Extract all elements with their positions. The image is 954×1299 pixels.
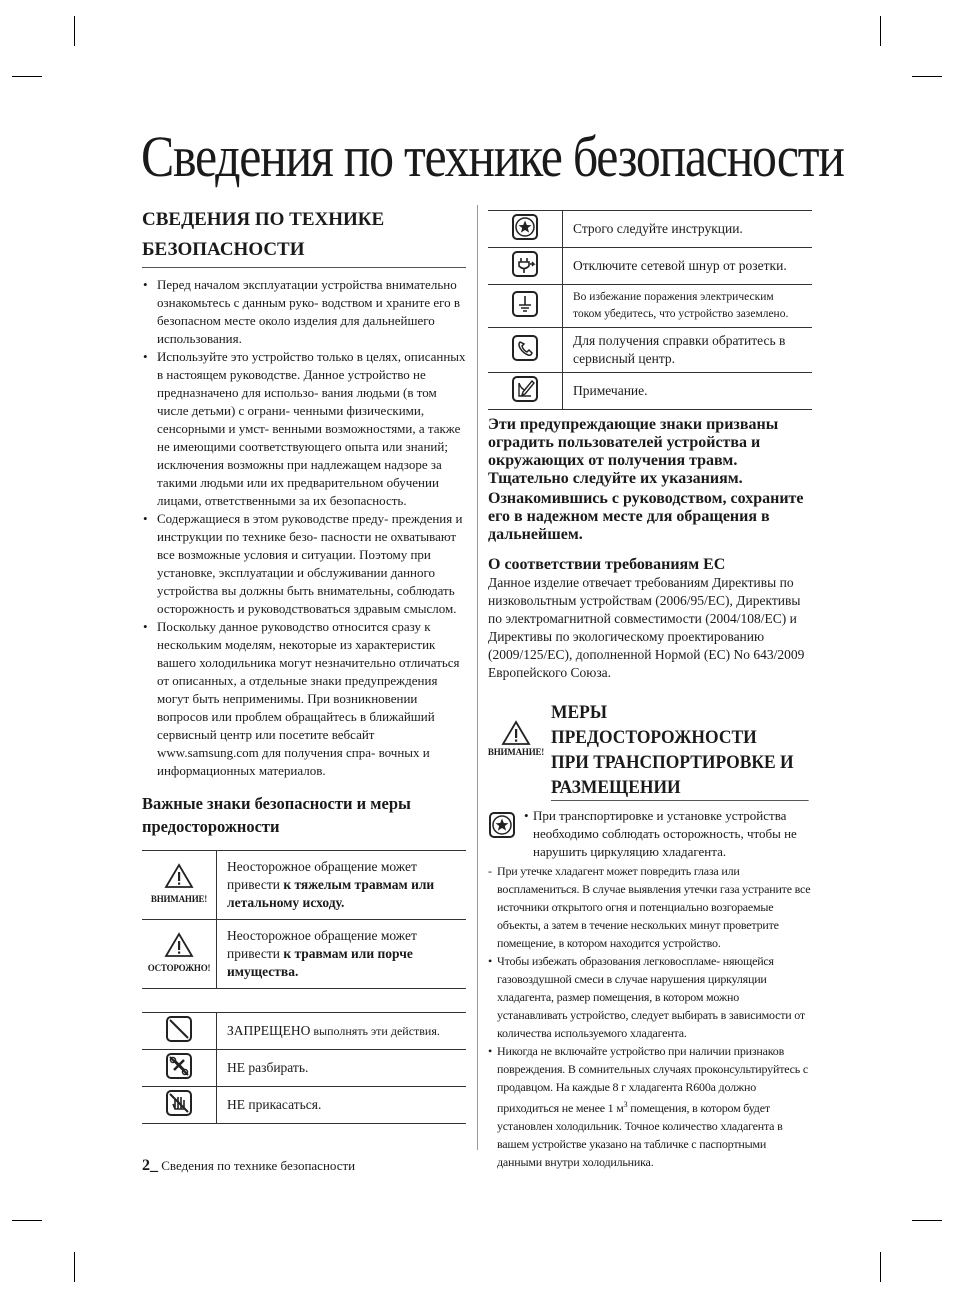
icon-cell: [142, 920, 217, 989]
left-column: [142, 205, 466, 1124]
no-disassemble-text: НЕ разбирать.: [217, 1050, 467, 1087]
no-touch-text: НЕ прикасаться.: [217, 1087, 467, 1124]
page-title: Сведения по технике безопасности: [141, 124, 844, 189]
table-row: [142, 1013, 466, 1050]
list-item: • Чтобы избежать образования легковоспламе- няющейся газовоздушной смеси в случае нарушения циркуляции хладагента, размер помещения, в котором можно устанавливать устройство, следует выбирать в зависимости от количества используемого хладагента.: [488, 952, 812, 1042]
star-icon: [511, 213, 539, 241]
table-row: [488, 328, 812, 373]
section-heading-line: БЕЗОПАСНОСТИ: [142, 239, 305, 260]
icon-cell: [142, 1087, 217, 1124]
crop-mark: [880, 1252, 881, 1282]
table-row: [488, 211, 812, 248]
icon-cell: [142, 1050, 217, 1087]
sign-text: Отключите сетевой шнур от розетки.: [563, 248, 813, 285]
page-number: 2_: [142, 1157, 158, 1174]
warning-triangle-icon: [501, 720, 531, 746]
refrigerant-list: [488, 862, 812, 1171]
crop-mark: [12, 1220, 42, 1221]
no-touch-icon: [165, 1089, 193, 1117]
section-heading: [142, 205, 466, 268]
warning-text-bold: к тяжелым травмам или летальному исходу.: [227, 877, 435, 910]
list-item: - При утечке хладагент может повредить глаза или воспламениться. В случае выявления утечки газа устраните все источники открытого огня и потенциально возгораемые объекты, а затем в течение нескольких минут проветрите помещение, в котором находится устройство.: [488, 862, 812, 952]
star-bullet-list: [488, 807, 812, 861]
prohibited-text-small: выполнять эти действия.: [310, 1024, 440, 1038]
list-item: • Поскольку данное руководство относится сразу к нескольким моделям, некоторые из характеристик вашего холодильника могут незначительно отличаться от описанных, а отдельные знаки предупреждения могут быть неприменимы. При возникновении вопросов или проблем обращайтесь в ближайший сервисный центр или посетите вебсайт www.samsung.com для получения спра- вочных и информационных материалов.: [142, 618, 466, 780]
crop-mark: [74, 16, 75, 46]
list-item: • Перед началом эксплуатации устройства внимательно ознакомьтесь с данным руко- водством и храните его в безопасном месте около изделия для дальнейшего использования.: [142, 276, 466, 348]
prohibited-text-main: ЗАПРЕЩЕНО: [227, 1023, 311, 1038]
subheading-line: предосторожности: [142, 817, 280, 836]
list-item-text: Никогда не включайте устройство при наличии признаков повреждения. В сомнительных случаях проконсультируйтесь с продавцом. На каждые 8 г хладагента R600a должно приходиться не менее 1 м: [497, 1044, 808, 1115]
signs-subheading: [142, 792, 466, 838]
icon-cell: [142, 851, 217, 920]
action-signs-table: [488, 210, 812, 410]
ground-icon: [511, 290, 539, 318]
keep-manual-note: Ознакомившись с руководством, сохраните его в надежном месте для обращения в дальнейшем.: [488, 490, 804, 543]
no-disassemble-icon: [165, 1052, 193, 1080]
transport-heading: [551, 700, 809, 801]
table-row: [142, 920, 466, 989]
list-item: • Используйте это устройство только в целях, описанных в настоящем руководстве. Данное устройство не предназначено для использо- вания людьми (в том числе детьми) с ограни- ченными физическими, сенсорными и умст- венными возможностями, а также не имеющими соответствующего опыта или знаний; исключения возможны при надлежащем надзоре за такими людьми или их предварительном обучении лицами, ответственными за их безопасность.: [142, 348, 466, 510]
safety-bullet-list: [142, 276, 466, 780]
crop-mark: [12, 76, 42, 77]
subheading-line: Важные знаки безопасности и меры: [142, 794, 411, 813]
icon-cell: [142, 1013, 217, 1050]
icon-cell: [488, 328, 563, 373]
table-row: [142, 1050, 466, 1087]
table-row: [488, 285, 812, 328]
crop-mark: [912, 1220, 942, 1221]
prohibited-icon: [165, 1015, 193, 1043]
crop-mark: [880, 16, 881, 46]
section-heading-line: СВЕДЕНИЯ ПО ТЕХНИКЕ: [142, 209, 385, 230]
table-row: [488, 373, 812, 410]
star-icon: [488, 811, 516, 839]
column-divider: [477, 205, 478, 1150]
crop-mark: [912, 76, 942, 77]
sign-text: Строго следуйте инструкции.: [563, 211, 813, 248]
page-footer: [142, 1157, 355, 1175]
table-row: [488, 248, 812, 285]
icon-cell: [488, 211, 563, 248]
list-item: • При транспортировке и установке устройства необходимо соблюдать осторожность, чтобы не нарушить циркуляцию хладагента.: [524, 807, 812, 861]
caution-text-plain: Неосторожное обращение может привести: [227, 928, 417, 961]
warning-triangle-icon: [164, 863, 194, 889]
superscript: 3: [623, 1100, 628, 1109]
icon-cell: [488, 248, 563, 285]
list-item: [488, 1042, 812, 1171]
warning-label: ВНИМАНИЕ!: [150, 893, 208, 904]
eu-compliance-text: Данное изделие отвечает требованиям Директивы по низковольтным устройствам (2006/95/EC), Директивы по электромагнитной совместимости (2004/108/EC) и Директивы по экологическому проектированию (2009/125/EC), дополненной Нормой (EC) No 643/2009 Европейского Союза.: [488, 575, 805, 680]
table-row: [142, 851, 466, 920]
prohibition-signs-table: [142, 1012, 466, 1124]
crop-mark: [74, 1252, 75, 1282]
eu-compliance-title: О соответствии требованиям ЕС: [488, 556, 726, 573]
note-icon: [511, 375, 539, 403]
phone-icon: [511, 334, 539, 362]
warning-text: [217, 851, 467, 920]
list-item: • Содержащиеся в этом руководстве преду- преждения и инструкции по технике безо- пасности не охватывают все возможные условия и ситуации. Поэтому при установке, эксплуатации и обслуживании данного устройства вы должны быть внимательны, соблюдать осторожность и руководствоваться здравым смыслом.: [142, 510, 466, 618]
sign-text: Во избежание поражения электрическим током убедитесь, что устройство заземлено.: [563, 285, 813, 328]
caution-text: [217, 920, 467, 989]
prohibited-text: [217, 1013, 467, 1050]
caution-label: ОСТОРОЖНО!: [147, 962, 211, 973]
star-instruction: [488, 807, 812, 861]
transport-heading-line: ПРИ ТРАНСПОРТИРОВКЕ И: [551, 752, 794, 773]
warning-label: ВНИМАНИЕ!: [487, 747, 545, 757]
caution-text-bold: к травмам или порче имущества.: [227, 946, 413, 979]
warning-text-plain: Неосторожное обращение может привести: [227, 859, 417, 892]
sign-text: Для получения справки обратитесь в сервисный центр.: [563, 328, 813, 373]
warning-signs-table: [142, 850, 466, 989]
transport-heading-line: РАЗМЕЩЕНИИ: [551, 777, 681, 798]
table-row: [142, 1087, 466, 1124]
icon-cell: [488, 373, 563, 410]
right-column: [488, 210, 812, 1171]
unplug-icon: [511, 250, 539, 278]
icon-cell: [488, 285, 563, 328]
footer-text: Сведения по технике безопасности: [158, 1158, 356, 1173]
list-item-text: помещения, в котором будет установлен холодильник. Точное количество хладагента в вашем устройстве указано на табличке с паспортными данными внутри холодильника.: [497, 1101, 783, 1169]
transport-heading-line: МЕРЫ ПРЕДОСТОРОЖНОСТИ: [551, 702, 757, 748]
transport-warning-badge: [484, 720, 548, 757]
transport-section: [488, 700, 812, 801]
caution-triangle-icon: [164, 932, 194, 958]
warning-signs-explanation: Эти предупреждающие знаки призваны оградить пользователей устройства и окружающих от получения травм. Тщательно следуйте их указаниям.: [488, 416, 779, 487]
sign-text: Примечание.: [563, 373, 813, 410]
